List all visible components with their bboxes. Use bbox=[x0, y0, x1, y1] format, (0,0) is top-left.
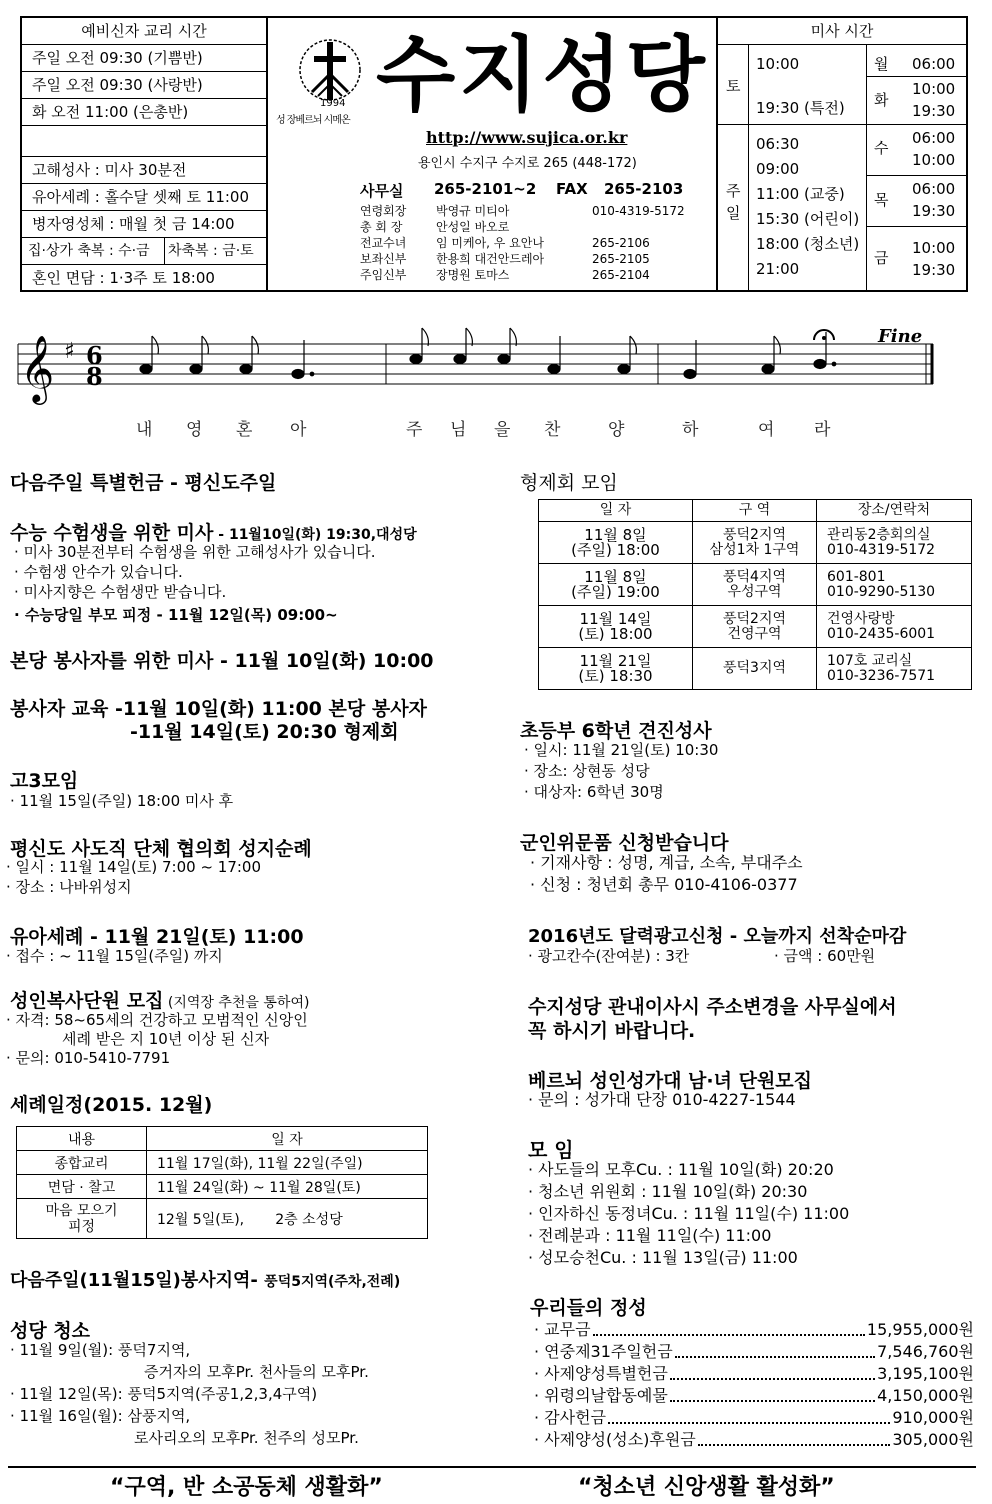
senior-meeting-title: 고3모임 bbox=[10, 770, 79, 792]
staff-name: 장명원 토마스 bbox=[436, 268, 510, 282]
offering-amount: 3,195,100원 bbox=[877, 1364, 974, 1383]
catechumen-title: 예비신자 교리 시간 bbox=[22, 18, 266, 45]
marriage-interview: 혼인 면담 : 1·3주 토 18:00 bbox=[32, 269, 215, 287]
brotherhood-meeting-table bbox=[538, 499, 972, 690]
schedule-column bbox=[22, 18, 268, 290]
staff-name: 안성일 바오로 bbox=[436, 220, 510, 234]
choir-recruit-title: 베르뇌 성인성가대 남·녀 단원모집 bbox=[528, 1070, 813, 1092]
altar-server-recruit-title bbox=[10, 986, 309, 1013]
table-row bbox=[539, 522, 972, 564]
offering-amount: 305,000원 bbox=[892, 1430, 974, 1449]
notice-line: · 금액 : 60만원 bbox=[774, 947, 876, 965]
saturday-mass: 19:30 (특전) bbox=[756, 99, 845, 117]
church-address: 용인시 수지구 수지로 265 (448-172) bbox=[418, 156, 637, 171]
table-cell: 풍덕3지역 bbox=[693, 648, 817, 690]
volunteer-education-notice: 봉사자 교육 -11월 10일(화) 11:00 본당 봉사자 bbox=[10, 698, 427, 720]
sunday-mass: 21:00 bbox=[756, 260, 800, 278]
table-row bbox=[539, 606, 972, 648]
table-cell: 마음 모으기 피정 bbox=[17, 1199, 147, 1239]
notice-line: · 청소년 위원회 : 11월 10일(화) 20:30 bbox=[528, 1182, 808, 1201]
lyric-syllable: 라 bbox=[814, 420, 831, 440]
table-cell: 관리동2층회의실 010-4319-5172 bbox=[817, 522, 972, 564]
weekday-mass: 10:00 bbox=[912, 239, 956, 257]
motto-left: “구역, 반 소공동체 생활화” bbox=[110, 1475, 383, 1500]
office-label: 사무실 bbox=[360, 182, 404, 200]
lyric-syllable: 찬 bbox=[544, 420, 561, 440]
catechumen-class: 주일 오전 09:30 (기쁨반) bbox=[22, 45, 266, 72]
offering-amount: 15,955,000원 bbox=[866, 1320, 974, 1339]
dotted-leader bbox=[675, 1356, 875, 1358]
staff-phone: 265-2105 bbox=[592, 252, 650, 266]
notice-line: · 미사 30분전부터 수험생을 위한 고해성사가 있습니다. bbox=[14, 543, 376, 561]
logo-caption: 성 장베르뇌 시메온 bbox=[276, 115, 350, 126]
brotherhood-meeting-title: 형제회 모임 bbox=[520, 472, 618, 494]
notice-line: · 접수 : ~ 11월 15일(주일) 까지 bbox=[6, 947, 223, 965]
table-cell: 11월 8일 (주일) 18:00 bbox=[539, 522, 693, 564]
lyric-syllable: 을 bbox=[494, 420, 511, 440]
service-area-title bbox=[10, 1266, 400, 1292]
notice-line: · 수능당일 부모 피정 - 11월 12일(목) 09:00~ bbox=[14, 606, 338, 624]
table-header: 일 자 bbox=[147, 1127, 428, 1151]
dotted-leader bbox=[670, 1378, 875, 1380]
notice-line: · 전례분과 : 11월 11일(수) 11:00 bbox=[528, 1226, 772, 1245]
table-cell: 면담 · 찰고 bbox=[17, 1175, 147, 1199]
divider bbox=[866, 175, 966, 176]
weekday-mass: 10:00 bbox=[912, 80, 956, 98]
saturday-label: 토 bbox=[726, 77, 741, 95]
sunday-mass: 15:30 (어린이) bbox=[756, 210, 860, 228]
table-header: 일 자 bbox=[539, 500, 693, 522]
infant-baptism-title: 유아세례 - 11월 21일(토) 11:00 bbox=[10, 926, 304, 948]
table-header-row bbox=[17, 1127, 428, 1151]
fax-label: FAX bbox=[556, 180, 588, 198]
table-row bbox=[17, 1175, 428, 1199]
dotted-leader bbox=[698, 1444, 891, 1446]
sharp-icon: ♯ bbox=[64, 339, 75, 364]
offering-label: · 교무금 bbox=[534, 1320, 591, 1339]
logo-year: 1994 bbox=[320, 98, 346, 109]
notice-line: · 수험생 안수가 있습니다. bbox=[14, 563, 183, 581]
volunteer-education-notice: -11월 14일(토) 20:30 형제회 bbox=[130, 721, 399, 743]
weekday-label: 수 bbox=[874, 139, 889, 157]
offering-label: · 위령의날합동예물 bbox=[534, 1386, 668, 1405]
table-cell: 11월 17일(화), 11월 22일(주일) bbox=[147, 1151, 428, 1175]
notice-line: · 성모승천Cu. : 11월 13일(금) 11:00 bbox=[528, 1248, 798, 1267]
staff-role: 주임신부 bbox=[360, 268, 407, 282]
notice-line: · 일시: 11월 21일(토) 10:30 bbox=[524, 741, 719, 759]
staff-name: 한용희 대건안드레아 bbox=[436, 252, 545, 266]
offering-label: · 감사헌금 bbox=[534, 1408, 606, 1427]
table-row bbox=[539, 648, 972, 690]
divider bbox=[748, 45, 749, 290]
mass-times-title: 미사 시간 bbox=[718, 18, 966, 45]
lyric-syllable: 여 bbox=[758, 420, 775, 440]
car-blessing: 차축복 : 금·토 bbox=[168, 243, 254, 259]
notice-line: · 11월 12일(목): 풍덕5지역(주공1,2,3,4구역) bbox=[10, 1385, 318, 1403]
sunday-label: 주 일 bbox=[726, 182, 741, 222]
table-header: 구 역 bbox=[693, 500, 817, 522]
baptism-schedule-title: 세례일정(2015. 12월) bbox=[10, 1094, 213, 1116]
table-row bbox=[539, 564, 972, 606]
sunday-mass: 11:00 (교중) bbox=[756, 185, 845, 203]
house-blessing: 집·상가 축복 : 수·금 bbox=[28, 243, 150, 259]
infant-baptism-time: 유아세례 : 홀수달 셋째 토 11:00 bbox=[22, 184, 266, 211]
exam-mass-title bbox=[10, 518, 417, 545]
volunteer-mass-notice: 본당 봉사자를 위한 미사 - 11월 10일(화) 10:00 bbox=[10, 650, 434, 672]
notice-line: · 일시 : 11월 14일(토) 7:00 ~ 17:00 bbox=[6, 858, 262, 876]
confession-time: 고해성사 : 미사 30분전 bbox=[22, 157, 266, 184]
weekday-label: 목 bbox=[874, 191, 889, 209]
table-cell: 11월 14일 (토) 18:00 bbox=[539, 606, 693, 648]
divider bbox=[866, 45, 867, 290]
cleaning-title: 성당 청소 bbox=[10, 1320, 91, 1342]
mass-times-table bbox=[716, 18, 966, 290]
dotted-leader bbox=[608, 1422, 890, 1424]
pilgrimage-title: 평신도 사도직 단체 협의회 성지순례 bbox=[10, 838, 312, 860]
lyric-syllable: 내 bbox=[136, 420, 153, 440]
table-header: 내용 bbox=[17, 1127, 147, 1151]
notice-line: 증거자의 모후Pr. 천사들의 모후Pr. bbox=[144, 1363, 369, 1381]
table-cell: 건영사랑방 010-2435-6001 bbox=[817, 606, 972, 648]
table-row bbox=[17, 1151, 428, 1175]
notice-line: · 대상자: 6학년 30명 bbox=[524, 783, 664, 801]
notice-line: · 문의 : 성가대 단장 010-4227-1544 bbox=[528, 1090, 796, 1109]
divider bbox=[866, 226, 966, 227]
table-cell: 종합교리 bbox=[17, 1151, 147, 1175]
weekday-mass: 19:30 bbox=[912, 202, 956, 220]
exam-mass-heading: 수능 수험생을 위한 미사 bbox=[10, 522, 214, 544]
saturday-mass: 10:00 bbox=[756, 55, 800, 73]
divider bbox=[164, 238, 165, 264]
notice-line: · 문의: 010-5410-7791 bbox=[6, 1049, 171, 1067]
dotted-leader bbox=[670, 1400, 875, 1402]
sunday-mass: 09:00 bbox=[756, 160, 800, 178]
service-area-heading: 다음주일(11월15일)봉사지역- bbox=[10, 1270, 265, 1291]
staff-phone: 265-2104 bbox=[592, 268, 650, 282]
notice-line: 세례 받은 지 10년 이상 된 신자 bbox=[62, 1030, 270, 1048]
service-area-value: 풍덕5지역(주차,전례) bbox=[264, 1274, 401, 1290]
notice-line: 로사리오의 모후Pr. 천주의 성모Pr. bbox=[134, 1429, 359, 1447]
staff-role: 총 회 장 bbox=[360, 220, 403, 234]
notice-line: · 장소 : 나바위성지 bbox=[6, 878, 132, 896]
table-cell: 풍덕4지역 우성구역 bbox=[693, 564, 817, 606]
motto-right: “청소년 신앙생활 활성화” bbox=[578, 1475, 835, 1500]
military-gift-title: 군인위문품 신청받습니다 bbox=[520, 832, 729, 854]
lyric-syllable: 영 bbox=[186, 420, 203, 440]
table-header-row bbox=[539, 500, 972, 522]
divider bbox=[718, 124, 866, 125]
offering-amount: 910,000원 bbox=[892, 1408, 974, 1427]
offering-label: · 사제양성특별헌금 bbox=[534, 1364, 668, 1383]
weekday-mass: 06:00 bbox=[912, 129, 956, 147]
staff-role: 연령회장 bbox=[360, 204, 407, 218]
offering-row bbox=[534, 1408, 974, 1428]
weekday-label: 금 bbox=[874, 249, 889, 267]
table-cell: 11월 21일 (토) 18:30 bbox=[539, 648, 693, 690]
table-row bbox=[17, 1199, 428, 1239]
bulletin-header bbox=[20, 16, 968, 292]
church-title-block bbox=[268, 18, 716, 290]
offerings-title: 우리들의 정성 bbox=[530, 1297, 647, 1319]
baptism-schedule-table bbox=[16, 1126, 428, 1239]
offering-row bbox=[534, 1342, 974, 1362]
weekday-mass: 06:00 bbox=[912, 55, 956, 73]
weekday-mass: 06:00 bbox=[912, 180, 956, 198]
offering-amount: 7,546,760원 bbox=[877, 1342, 974, 1361]
altar-server-sub: (지역장 추천을 통하여) bbox=[163, 995, 310, 1011]
staff-name: 임 미케아, 우 요안나 bbox=[436, 236, 544, 250]
offering-row bbox=[534, 1320, 974, 1340]
catechumen-class: 주일 오전 09:30 (사랑반) bbox=[22, 72, 266, 99]
notice-line: · 11월 9일(월): 풍덕7지역, bbox=[10, 1341, 191, 1359]
notice-line: · 11월 15일(주일) 18:00 미사 후 bbox=[10, 792, 234, 810]
sunday-mass: 18:00 (청소년) bbox=[756, 235, 860, 253]
weekday-label: 월 bbox=[874, 55, 889, 73]
offering-label: · 연중제31주일헌금 bbox=[534, 1342, 673, 1361]
offering-label: · 사제양성(성소)후원금 bbox=[534, 1430, 696, 1449]
staff-role: 보좌신부 bbox=[360, 252, 407, 266]
table-cell: 11월 8일 (주일) 19:00 bbox=[539, 564, 693, 606]
weekday-mass: 19:30 bbox=[912, 102, 956, 120]
lyric-syllable: 양 bbox=[608, 420, 625, 440]
exam-mass-date: - 11월10일(화) 19:30,대성당 bbox=[213, 527, 417, 543]
meetings-title: 모 임 bbox=[528, 1138, 574, 1162]
weekday-mass: 19:30 bbox=[912, 261, 956, 279]
staff-phone: 265-2106 bbox=[592, 236, 650, 250]
office-phone: 265-2101~2 bbox=[434, 180, 537, 198]
blank-row bbox=[22, 126, 266, 157]
staff-role: 전교수녀 bbox=[360, 236, 407, 250]
time-signature: 6 bbox=[86, 341, 103, 370]
notice-line: · 신청 : 청년회 총무 010-4106-0377 bbox=[530, 875, 798, 894]
table-cell: 풍덕2지역 건영구역 bbox=[693, 606, 817, 648]
divider bbox=[866, 76, 966, 77]
church-name: 수지성당 bbox=[376, 28, 709, 123]
notice-line: · 미사지향은 수험생만 받습니다. bbox=[14, 583, 227, 601]
sick-communion-time: 병자영성체 : 매월 첫 금 14:00 bbox=[22, 211, 266, 238]
confirmation-title: 초등부 6학년 견진성사 bbox=[520, 720, 712, 742]
table-header: 장소/연락처 bbox=[817, 500, 972, 522]
special-offering-notice: 다음주일 특별헌금 - 평신도주일 bbox=[10, 472, 277, 494]
address-change-notice: 꼭 하시기 바랍니다. bbox=[528, 1020, 696, 1042]
catechumen-class: 화 오전 11:00 (은총반) bbox=[22, 99, 266, 126]
calendar-ad-title: 2016년도 달력광고신청 - 오늘까지 선착순마감 bbox=[528, 926, 907, 947]
lyric-syllable: 님 bbox=[450, 420, 467, 440]
staff-phone: 010-4319-5172 bbox=[592, 204, 685, 218]
weekday-label: 화 bbox=[874, 91, 889, 109]
lyric-syllable: 하 bbox=[682, 420, 699, 440]
divider bbox=[866, 124, 966, 125]
lyric-syllable: 주 bbox=[406, 420, 423, 440]
fax-number: 265-2103 bbox=[604, 180, 684, 198]
altar-server-heading: 성인복사단원 모집 bbox=[10, 990, 164, 1012]
address-change-notice: 수지성당 관내이사시 주소변경을 사무실에서 bbox=[528, 996, 897, 1018]
lyric-syllable: 아 bbox=[290, 420, 307, 440]
offering-row bbox=[534, 1386, 974, 1406]
website-link[interactable]: http://www.sujica.or.kr bbox=[426, 128, 628, 147]
table-cell: 11월 24일(화) ~ 11월 28일(토) bbox=[147, 1175, 428, 1199]
offering-row bbox=[534, 1364, 974, 1384]
notice-line: · 인자하신 동정녀Cu. : 11월 11일(수) 11:00 bbox=[528, 1204, 850, 1223]
fine-marking: Fine bbox=[878, 326, 923, 347]
lyric-syllable: 혼 bbox=[236, 420, 253, 440]
table-cell: 풍덕2지역 삼성1차 1구역 bbox=[693, 522, 817, 564]
notice-line: · 기재사항 : 성명, 계급, 소속, 부대주소 bbox=[530, 853, 803, 872]
footer-rule bbox=[8, 1466, 976, 1468]
offering-row bbox=[534, 1430, 974, 1450]
offering-amount: 4,150,000원 bbox=[877, 1386, 974, 1405]
table-cell: 107호 교리실 010-3236-7571 bbox=[817, 648, 972, 690]
treble-clef-icon: 𝄞 bbox=[20, 334, 55, 402]
notice-line: · 11월 16일(월): 삼풍지역, bbox=[10, 1407, 191, 1425]
table-cell: 12월 5일(토), 2층 소성당 bbox=[147, 1199, 428, 1239]
notice-line: · 사도들의 모후Cu. : 11월 10일(화) 20:20 bbox=[528, 1160, 834, 1179]
dotted-leader bbox=[593, 1334, 865, 1336]
blessing-row bbox=[22, 238, 266, 265]
table-cell: 601-801 010-9290-5130 bbox=[817, 564, 972, 606]
sunday-mass: 06:30 bbox=[756, 135, 800, 153]
notice-line: · 광고칸수(잔여분) : 3칸 bbox=[528, 947, 690, 965]
weekday-mass: 10:00 bbox=[912, 151, 956, 169]
notice-line: · 장소: 상현동 성당 bbox=[524, 762, 650, 780]
notice-line: · 자격: 58~65세의 건강하고 모범적인 신앙인 bbox=[6, 1011, 308, 1029]
staff-name: 박영규 미티아 bbox=[436, 204, 510, 218]
time-signature: 8 bbox=[86, 362, 103, 391]
